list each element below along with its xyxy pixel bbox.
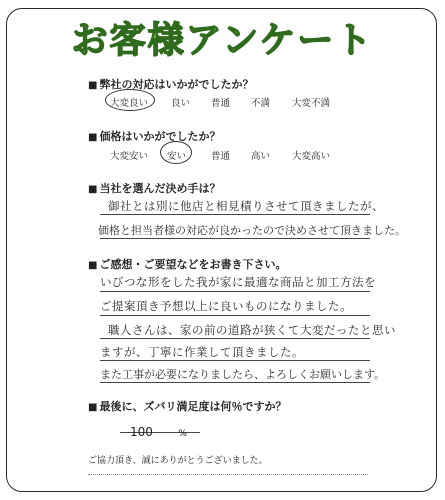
question-feedback: ■ ご感想・ご要望などをお書き下さい。 bbox=[88, 256, 286, 272]
option-expensive[interactable]: 高い bbox=[251, 151, 271, 162]
answer-line: 職人さんは、家の前の道路が狭くて大変だったと思い bbox=[108, 323, 396, 337]
answer-line: ますが、丁寧に作業して頂きました。 bbox=[100, 345, 304, 359]
question-service: ■ 弊社の対応はいかがでしたか？ bbox=[88, 76, 253, 92]
option-very-good[interactable]: 大変良い bbox=[110, 98, 149, 109]
option-cheap[interactable]: 安い bbox=[167, 151, 187, 162]
answer-line: 価格と担当者様の対応が良かったので決めさせて頂きました。 bbox=[98, 224, 406, 237]
answer-line: いびつな形をした我が家に最適な商品と加工方法を bbox=[100, 275, 376, 289]
answer-line: また工事が必要になりましたら、よろしくお願いします。 bbox=[100, 368, 386, 381]
answer-line: 御社とは別に他店と相見積りさせて頂きましたが、 bbox=[108, 199, 384, 213]
satisfaction-value bbox=[130, 425, 187, 439]
option-normal[interactable]: 普通 bbox=[211, 98, 231, 109]
answer-line: ご提案頂き予想以上に良いものになりました。 bbox=[100, 299, 352, 313]
question-deciding-factor: ■ 当社を選んだ決め手は？ bbox=[88, 180, 220, 196]
answer-underline bbox=[100, 291, 370, 292]
option-very-dissatisfied[interactable]: 大変不満 bbox=[292, 98, 331, 109]
thank-you-note: ご協力頂き、誠にありがとうございました。 bbox=[88, 456, 268, 466]
option-normal[interactable]: 普通 bbox=[211, 151, 231, 162]
survey-title: お客様アンケート bbox=[71, 20, 374, 61]
answer-underline bbox=[100, 238, 370, 239]
satisfaction-unit: % bbox=[178, 429, 187, 439]
answer-underline bbox=[100, 214, 370, 215]
option-very-expensive[interactable]: 大変高い bbox=[292, 151, 331, 162]
option-dissatisfied[interactable]: 不満 bbox=[251, 98, 271, 109]
answer-underline bbox=[100, 315, 370, 316]
option-good[interactable]: 良い bbox=[171, 98, 191, 109]
satisfaction-number: 100 bbox=[130, 425, 153, 439]
option-very-cheap[interactable]: 大変安い bbox=[110, 151, 149, 162]
answer-underline bbox=[100, 338, 370, 339]
question-price: ■ 価格はいかがでしたか？ bbox=[88, 128, 220, 144]
answer-underline bbox=[100, 360, 370, 361]
dotted-separator bbox=[88, 474, 368, 475]
question-satisfaction: ■ 最後に、ズバリ満足度は何％ですか？ bbox=[88, 398, 286, 414]
answer-underline bbox=[100, 382, 370, 383]
